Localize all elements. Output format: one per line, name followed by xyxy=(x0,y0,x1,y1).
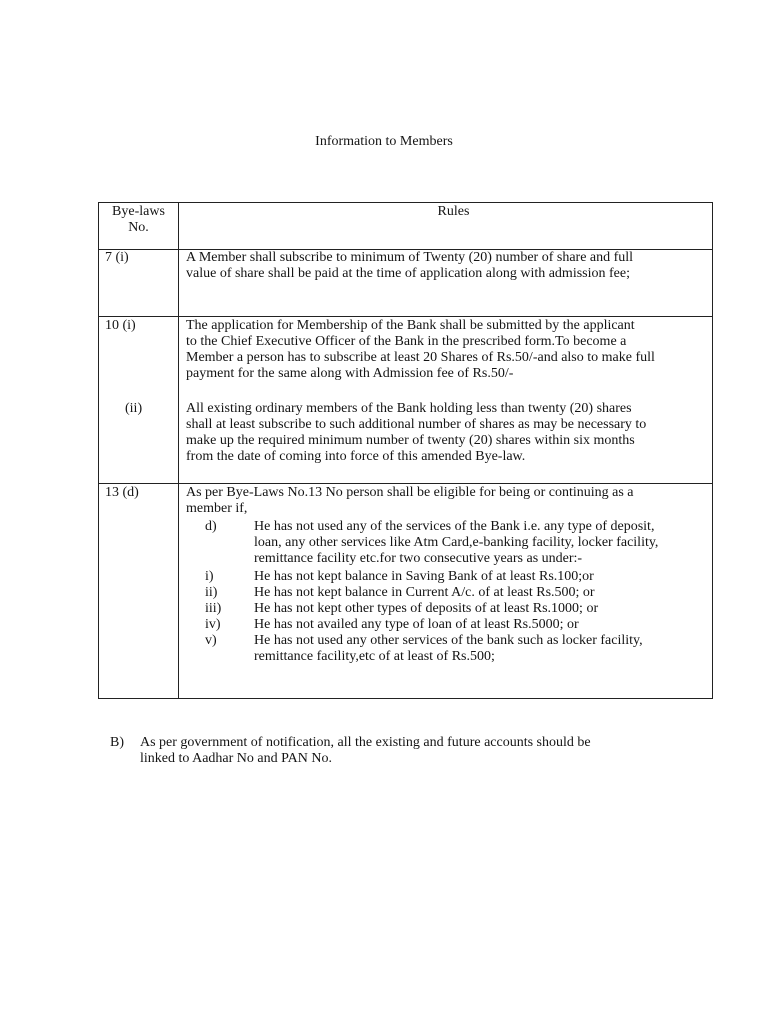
list-item-marker: v) xyxy=(205,633,217,648)
footer-text: As per government of notification, all the existing and future accounts should be linked to Aadhar No and PAN No. xyxy=(140,735,591,766)
list-item-text: He has not used any other services of the bank such as locker facility, remittance facility,etc of at least of Rs.500; xyxy=(254,633,643,664)
rule-text: All existing ordinary members of the Bank holding less than twenty (20) shares shall at least subscribe to such additional number of shares as may be necessary to make up the required minimum number of twenty (20) shares within six months from the date of coming into force of this amended Bye-law. xyxy=(186,401,647,464)
list-item-text: He has not kept balance in Saving Bank of at least Rs.100;or xyxy=(254,569,594,584)
header-rules: Rules xyxy=(437,204,470,219)
row-number: 10 (i) xyxy=(105,318,136,333)
footer-label: B) xyxy=(110,735,124,750)
row-number: 13 (d) xyxy=(105,485,139,500)
page-title: Information to Members xyxy=(315,134,453,149)
rule-intro: As per Bye-Laws No.13 No person shall be eligible for being or continuing as a member if, xyxy=(186,485,634,516)
list-item-text: He has not availed any type of loan of at least Rs.5000; or xyxy=(254,617,579,632)
list-item-marker: ii) xyxy=(205,585,218,600)
column-divider xyxy=(178,203,179,698)
list-item-text: He has not kept balance in Current A/c. of at least Rs.500; or xyxy=(254,585,595,600)
list-item-text: He has not used any of the services of the Bank i.e. any type of deposit, loan, any other services like Atm Card,e-banking facility, locker facility, remittance facility etc.for two consecutive years as under:- xyxy=(254,519,659,566)
row-divider xyxy=(99,316,712,317)
list-item-marker: iv) xyxy=(205,617,221,632)
rule-text: The application for Membership of the Bank shall be submitted by the applicant to the Chief Executive Officer of the Bank in the prescribed form.To become a Member a person has to subscribe at least 20 Shares of Rs.50/-and also to make full payment for the same along with Admission fee of Rs.50/- xyxy=(186,318,655,381)
rule-text: A Member shall subscribe to minimum of Twenty (20) number of share and full value of share shall be paid at the time of application along with admission fee; xyxy=(186,250,634,281)
row-divider xyxy=(99,483,712,484)
list-item-marker: iii) xyxy=(205,601,222,616)
list-item-text: He has not kept other types of deposits of at least Rs.1000; or xyxy=(254,601,599,616)
header-bye-laws-no: Bye-laws No. xyxy=(112,204,165,235)
list-item-marker: d) xyxy=(205,519,217,534)
row-number: 7 (i) xyxy=(105,250,129,265)
list-item-marker: i) xyxy=(205,569,214,584)
sub-row-number: (ii) xyxy=(125,401,143,416)
bye-laws-table xyxy=(98,202,713,699)
